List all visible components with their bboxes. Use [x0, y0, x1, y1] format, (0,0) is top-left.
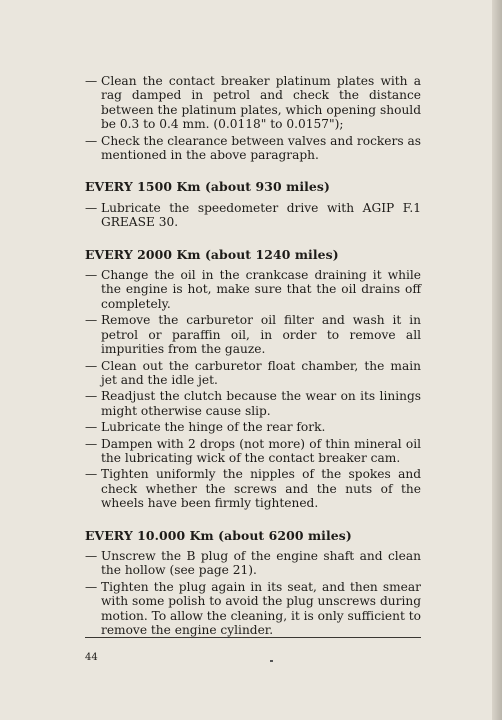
list-item: — Lubricate the hinge of the rear fork. [85, 420, 326, 435]
section-heading: EVERY 2000 Km (about 1240 miles) [85, 246, 339, 262]
list-item: — Clean the contact breaker platinum plates with a rag damped in petrol and check the distance between the platinum plates, which opening should be 0.3 to 0.4 mm. (0.0118" to 0.0157"); [85, 74, 421, 132]
list-item: — Readjust the clutch because the wear on its linings might otherwise cause slip. [85, 389, 421, 418]
list-item: — Dampen with 2 drops (not more) of thin mineral oil the lubricating wick of the contact breaker cam. [85, 436, 421, 465]
footer-divider [85, 637, 421, 638]
page-number: 44 [85, 652, 98, 663]
section-heading: EVERY 10.000 Km (about 6200 miles) [85, 527, 352, 543]
ink-speck [270, 660, 273, 662]
list-item: — Tighten uniformly the nipples of the spokes and check whether the screws and the nuts of the wheels have been firmly tightened. [85, 467, 421, 511]
page-content [85, 74, 421, 639]
list-item: — Change the oil in the crankcase draining it while the engine is hot, make sure that the oil drains off completely. [85, 268, 421, 311]
page-edge-shadow [492, 0, 502, 720]
list-item: — Unscrew the B plug of the engine shaft and clean the hollow (see page 21). [85, 548, 421, 578]
list-item: — Remove the carburetor oil filter and wash it in petrol or paraffin oil, in order to remove all impurities from the gauze. [85, 313, 421, 357]
section-heading: EVERY 1500 Km (about 930 miles) [85, 179, 330, 195]
list-item: — Clean out the carburetor float chamber, the main jet and the idle jet. [85, 358, 421, 387]
list-item: — Check the clearance between valves and rockers as mentioned in the above paragraph. [85, 133, 421, 163]
list-item: — Lubricate the speedometer drive with AGIP F.1 GREASE 30. [85, 200, 421, 230]
list-item: — Tighten the plug again in its seat, and then smear with some polish to avoid the plug unscrews during motion. To allow the cleaning, it is only sufficient to remove the engine cylinder. [85, 579, 421, 637]
